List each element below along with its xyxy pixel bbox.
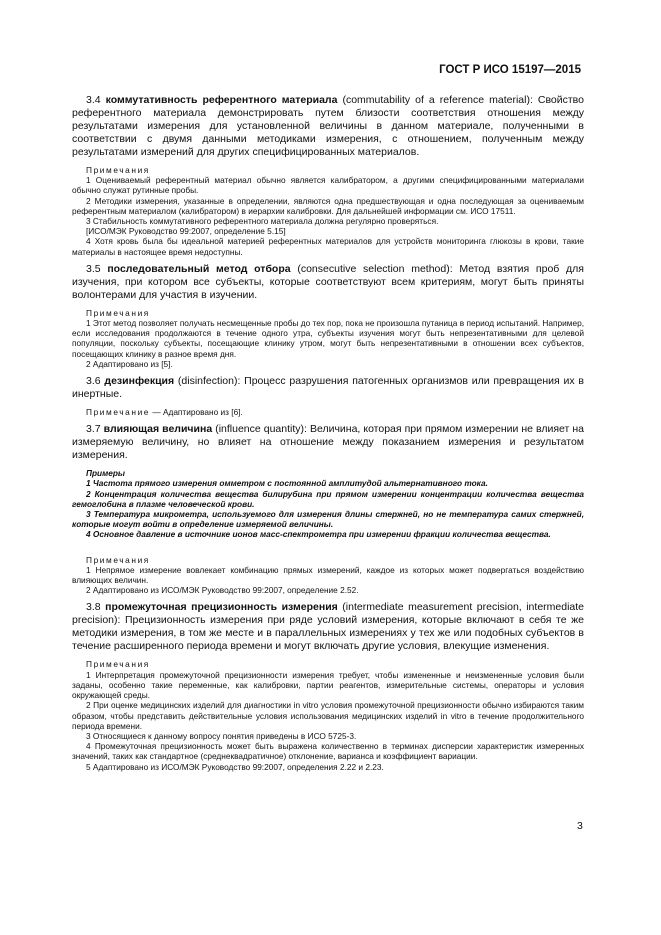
definition-text: (intermediate measurement precision, intermediate precision): Прецизионность измерения при ряде условий измерения, которые включают в себя те же методики измерения, в том же месте и в параллельных измерениях у тех же или подобных субъектов в течение расширенного периода времени и могут включать другие условия, влекущие изменения. <box>72 601 585 653</box>
note-item: 1 Интерпретация промежуточной прецизионности измерения требует, чтобы измененные и неизмененные условия были заданы, особенно такие переменные, как калибровки, партии реагентов, измерительные системы, операторы и условия окружающей среды. <box>72 669 584 701</box>
term: дезинфекция <box>104 375 175 388</box>
notes-heading: Примечания <box>86 165 150 175</box>
document-id: ГОСТ Р ИСО 15197—2015 <box>439 64 581 76</box>
note-item: 5 Адаптировано из ИСО/МЭК Руководство 99:2007, определения 2.22 и 2.23. <box>86 761 384 772</box>
definition-3-5 <box>72 263 584 302</box>
notes-heading: Примечания <box>86 307 150 318</box>
note-item: [ИСО/МЭК Руководство 99:2007, определение 5.15] <box>86 226 286 237</box>
definition-3-4 <box>72 94 584 159</box>
page-content <box>72 94 584 778</box>
note-item: 3 Относящиеся к данному вопросу понятия приведены в ИСО 5725-3. <box>86 730 357 741</box>
clause-number: 3.5 <box>86 262 101 275</box>
note-item: 2 Методики измерения, указанные в определении, являются одна предшествующая и одна последующая за оцениваемым референтным материалом (калибратором) в иерархии калибровки. Для дальнейшей информации см. ИСО 17511. <box>72 195 584 216</box>
term: промежуточная прецизионность измерения <box>105 601 338 614</box>
notes-heading: Примечания <box>86 659 150 670</box>
clause-number: 3.4 <box>86 94 101 106</box>
definition-text: (disinfection): Процесс разрушения патогенных организмов или превращения их в инертные. <box>72 375 584 401</box>
page-number: 3 <box>577 820 583 832</box>
note-item: 1 Этот метод позволяет получать несмещенные пробы до тех пор, пока не произошла путаница в период испытаний. Например, если исследования продолжаются в течение одного утра, субъекты изучения могут быть непрезентативными для целевой популяции, поскольку субъекты, посещающие клинику утром, могут быть непрезентативными в отношении всех субъектов, посещающих клинику в разное время дня. <box>72 318 584 359</box>
example-item: 2 Концентрация количества вещества билирубина при прямом измерении концентрации количества вещества гемоглобина в плазме человеческой крови. <box>72 488 584 509</box>
clause-number: 3.6 <box>86 375 101 388</box>
clause-number: 3.8 <box>86 601 101 614</box>
examples-heading: Примеры <box>86 468 126 479</box>
note-item: 1 Оцениваемый референтный материал обычно является калибратором, а другими специфицированными материалами обычно служат рутинные пробы. <box>72 175 584 196</box>
example-item: 1 Частота прямого измерения омметром с постоянной амплитудой альтернативного тока. <box>86 478 488 489</box>
term: коммутативность референтного материала <box>105 94 338 106</box>
term: влияющая величина <box>103 423 213 436</box>
definition-3-6 <box>72 375 584 401</box>
definition-text: (influence quantity): Величина, которая при прямом измерении не влияет на измеряемую величину, но влияет на отношение между показанием измерения и результатом измерения. <box>72 423 585 462</box>
note-label: Примечание <box>86 407 151 418</box>
example-item: 3 Температура микрометра, используемого для измерения длины стержней, но не температура самих стержней, которые могут войти в определение измеряемой величины. <box>72 509 584 530</box>
notes-3-5 <box>72 308 584 369</box>
note-item: 2 Адаптировано из [5]. <box>86 358 173 369</box>
example-item: 4 Основное давление в источнике ионов масс-спектрометра при измерении фракции количества вещества. <box>86 529 551 540</box>
note-item: 3 Стабильность коммутативного референтного материала должна регулярно проверяться. <box>86 216 439 227</box>
definition-3-7 <box>72 423 584 462</box>
single-note <box>72 407 584 417</box>
definition-text: (commutability of a reference material): Свойство референтного материала демонстрировать путем близости соответствия отношения между результатами измерения для установленной величины в данном материале, полученными в соответствии с двумя данными методиками измерения, с отношением, полученным между результатами измерений для других специфицированных материалов. <box>72 94 584 158</box>
note-item: 1 Непрямое измерение вовлекает комбинацию прямых измерений, каждое из которых может подвергаться воздействию влияющих величин. <box>72 564 584 586</box>
notes-3-7 <box>72 555 584 596</box>
definition-text: (consecutive selection method): Метод взятия проб для изучения, при котором все субъекты, которые соответствуют всем критериям, могут быть приняты волонтерами для участия в изучении. <box>72 262 584 301</box>
note-item: 4 Промежуточная прецизионность может быть выражена количественно в терминах дисперсии характеристик измеренных значений, таких как стандартное (среднеквадратичное) отклонение, варианса и коэффициент вариации. <box>72 741 584 762</box>
notes-3-4 <box>72 165 584 257</box>
notes-3-8 <box>72 659 584 771</box>
term: последовательный метод отбора <box>107 262 291 275</box>
definition-3-8 <box>72 601 584 653</box>
notes-heading: Примечания <box>86 554 150 565</box>
note-item: 2 При оценке медицинских изделий для диагностики in vitro условия промежуточной прецизионности обычно избираются таким образом, чтобы представить действительные условия использования медицинских изделий in vitro в течение продолжительного периода времени. <box>72 700 584 731</box>
notes-3-6 <box>72 407 584 417</box>
examples-3-7 <box>72 468 584 539</box>
note-text: — Адаптировано из [6]. <box>150 407 243 418</box>
note-item: 4 Хотя кровь была бы идеальной материей референтных материалов для устройств мониторинга глюкозы в крови, такие материалы в настоящее время недоступны. <box>72 236 584 257</box>
note-item: 2 Адаптировано из ИСО/МЭК Руководство 99:2007, определение 2.52. <box>86 585 359 596</box>
clause-number: 3.7 <box>86 423 101 436</box>
